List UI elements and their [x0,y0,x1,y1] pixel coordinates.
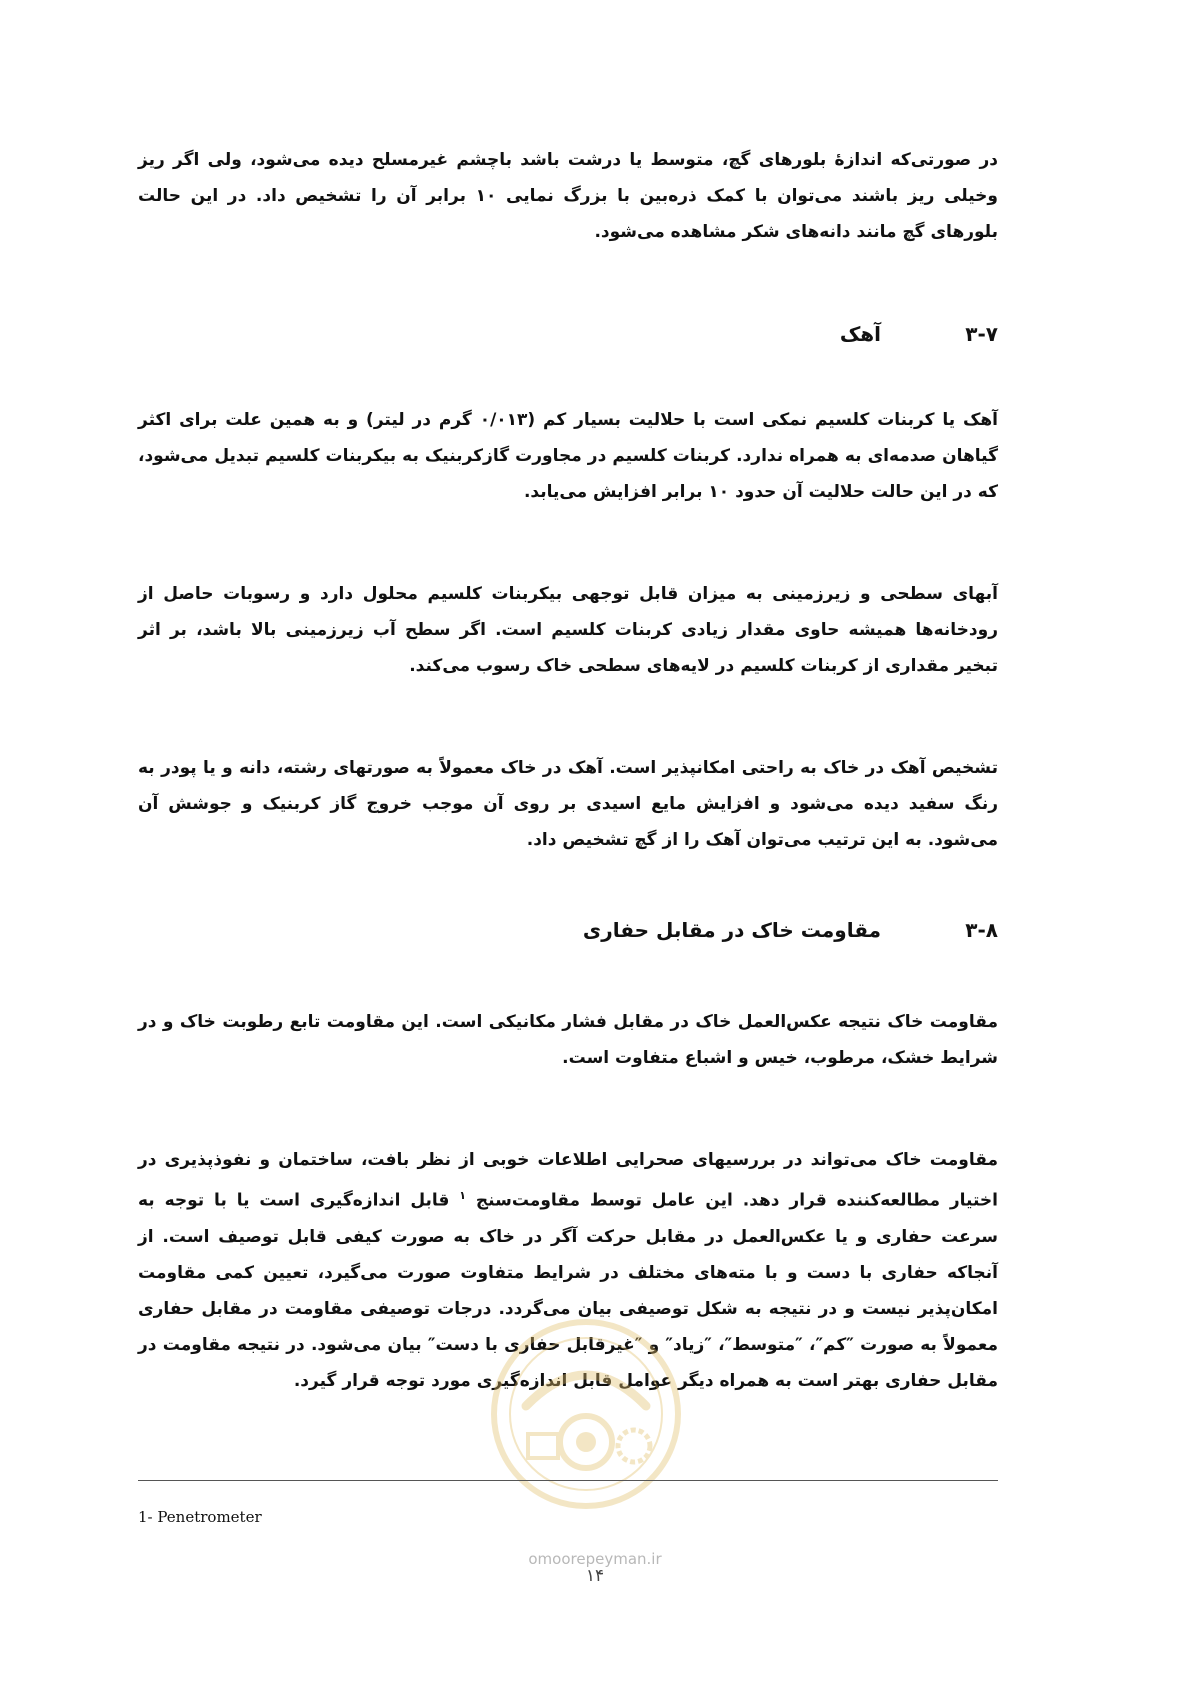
footnote: 1- Penetrometer [138,1508,262,1526]
paragraph-gypsum-crystals [138,142,998,250]
paragraph-text [138,1142,998,1399]
paragraph-text: تشخیص آهک در خاک به راحتی امکانپذیر است. آهک در خاک معمولاً به صورتهای رشته، دانه و یا پودر به رنگ سفید دیده می‌شود و افزایش مایع اسیدی بر روی آن موجب خروج گاز کربنیک و جوشش آن می‌شود. به این ترتیب می‌توان آهک را از گچ تشخیص داد. [138,758,998,850]
paragraph-text: مقاومت خاک نتیجه عکس‌العمل خاک در مقابل فشار مکانیکی است. این مقاومت تابع رطوبت خاک و در شرایط خشک، مرطوب، خیس و اشباع متفاوت است. [138,1012,998,1068]
section-heading-soil-resistance [138,918,998,942]
page-number: ۱۴ [585,1566,605,1586]
section-title: مقاومت خاک در مقابل حفاری [582,918,882,942]
section-number: ۳-۸ [965,918,998,942]
section-heading-lime [138,322,998,346]
watermark-url: omoorepeyman.ir [528,1550,662,1568]
paragraph-lime-detection [138,750,998,858]
paragraph-text-part: قابل اندازه‌گیری است یا با توجه به سرعت حفاری و یا عکس‌العمل در مقابل حرکت آگر در خاک به صورت کیفی قابل توصیف است. از آنجاکه حفاری با دست و با مته‌های مختلف در شرایط متفاوت صورت می‌گیرد، تعیین کمی مقاومت امکان‌پذیر نیست و در نتیجه به شکل توصیفی بیان می‌گردد. درجات توصیفی مقاومت در مقابل حفاری معمولاً به صورت ″کم″، ″متوسط″، ″زیاد″ و ″غیرقابل حفاری با دست″ بیان می‌شود. در نتیجه مقاومت در مقابل حفاری بهتر است به همراه دیگر عوامل قابل اندازه‌گیری مورد توجه قرار گیرد. [138,1190,998,1391]
section-number: ۳-۷ [965,322,998,346]
paragraph-text-part: مقاومت خاک می‌تواند در بررسیهای صحرایی اطلاعات خوبی از نظر بافت، ساختمان و نفوذپذیری در اختیار مطالعه‌کننده قرار دهد. این عامل توسط مقاومت‌سنج [138,1150,999,1211]
footnote-divider [138,1480,998,1481]
paragraph-text: آبهای سطحی و زیرزمینی به میزان قابل توجهی بیکربنات کلسیم محلول دارد و رسوبات حاصل از رودخانه‌ها همیشه حاوی مقدار زیادی کربنات کلسیم است. اگر سطح آب زیرزمینی بالا باشد، بر اثر تبخیر مقداری از کربنات کلسیم در لایه‌های سطحی خاک رسوب می‌کند. [138,584,998,676]
paragraph-resistance-definition [138,1004,998,1076]
section-title: آهک [839,322,882,346]
footnote-marker: ۱ [459,1189,467,1202]
paragraph-text: آهک یا کربنات کلسیم نمکی است با حلالیت بسیار کم (۰/۰۱۳ گرم در لیتر) و به همین علت برای اکثر گیاهان صدمه‌ای به همراه ندارد. کربنات کلسیم در مجاورت گازکربنیک به بیکربنات کلسیم تبدیل می‌شود، که در این حالت حلالیت آن حدود ۱۰ برابر افزایش می‌یابد. [138,410,998,502]
paragraph-lime-definition [138,402,998,510]
paragraph-groundwater [138,576,998,684]
paragraph-text: در صورتی‌که اندازهٔ بلورهای گچ، متوسط یا درشت باشد باچشم غیرمسلح دیده می‌شود، ولی اگر ریز وخیلی ریز باشند می‌توان با کمک ذره‌بین با بزرگ نمایی ۱۰ برابر آن را تشخیص داد. در این حالت بلورهای گچ مانند دانه‌های شکر مشاهده می‌شود. [138,150,998,242]
paragraph-resistance-measurement [138,1142,998,1399]
